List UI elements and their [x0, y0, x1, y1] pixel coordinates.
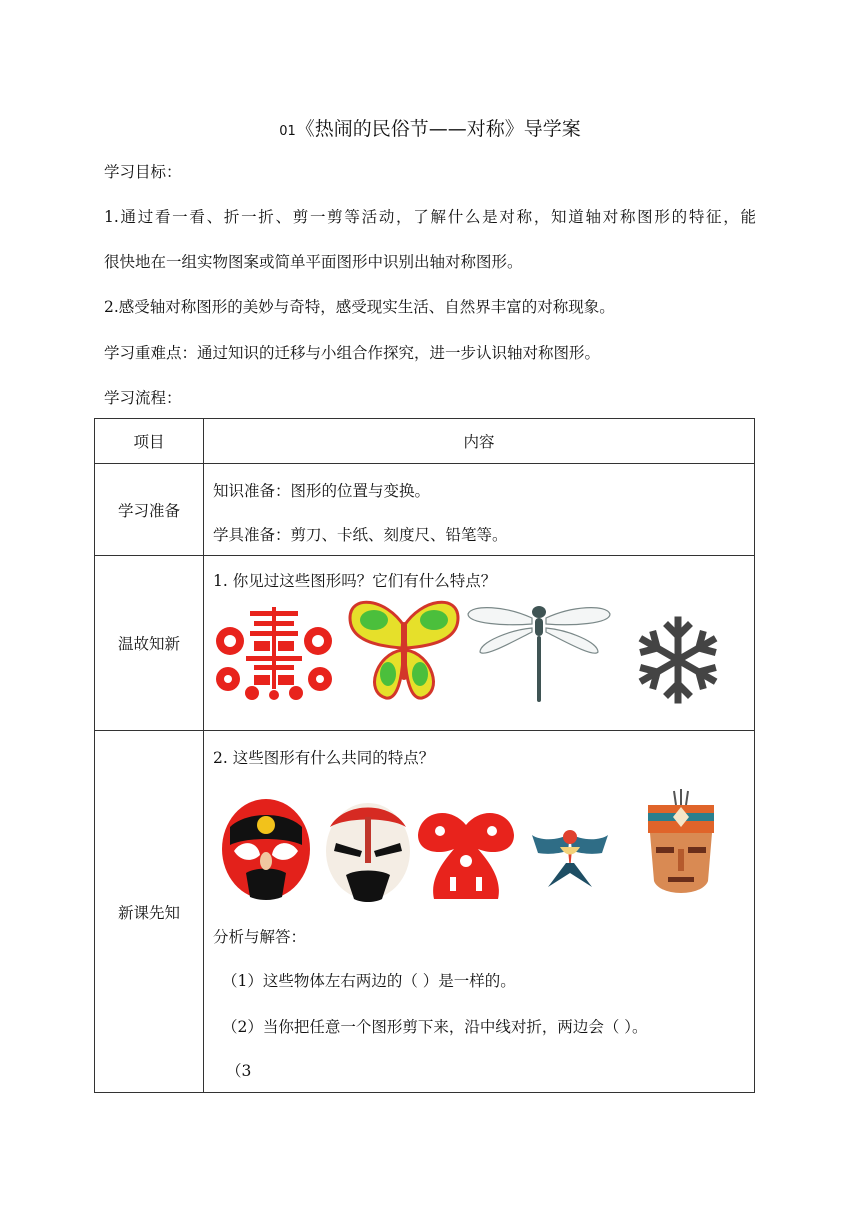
table-row: [95, 464, 755, 556]
row-content-preparation: [204, 464, 755, 556]
table-row: [95, 556, 755, 731]
header-item: 项目: [95, 419, 204, 464]
table-header-row: [95, 419, 755, 464]
answer-3: （3: [226, 1062, 252, 1080]
row-content-review: [204, 556, 755, 731]
opera-mask-red-image: [216, 797, 316, 903]
flow-table: [94, 418, 755, 1093]
goals-heading: 学习目标：: [104, 163, 182, 181]
swallow-kite-image: [530, 823, 610, 889]
goal-1-line-2: 很快地在一组实物图案或简单平面图形中识别出轴对称图形。: [104, 253, 523, 271]
question-2: 2. 这些图形有什么共同的特点？: [213, 749, 435, 767]
answer-1: （1）这些物体左右两边的（ ）是一样的。: [222, 972, 516, 990]
phoenix-papercut-image: [410, 805, 522, 901]
answer-2: （2）当你把任意一个图形剪下来，沿中线对折，两边会（ ）。: [222, 1018, 648, 1036]
page-title: 01《热闹的民俗节——对称》导学案: [279, 118, 581, 140]
row-label-new-lesson: 新课先知: [95, 731, 204, 1093]
table-row: [95, 731, 755, 1093]
butterfly-image: [346, 596, 462, 702]
flow-heading: 学习流程：: [104, 389, 182, 407]
row-content-new-lesson: [204, 731, 755, 1093]
row-label-review: 温故知新: [95, 556, 204, 731]
double-happiness-papercut-image: [212, 601, 336, 701]
key-points: 学习重难点：通过知识的迁移与小组合作探究，进一步认识轴对称图形。: [104, 344, 601, 362]
question-1: 1. 你见过这些图形吗？它们有什么特点？: [213, 572, 497, 590]
analysis-heading: 分析与解答：: [213, 928, 307, 946]
tools-prep: 学具准备：剪刀、卡纸、刻度尺、铅笔等。: [213, 526, 508, 544]
dragonfly-image: [466, 598, 612, 704]
tribal-mask-image: [636, 789, 726, 905]
goal-2: 2.感受轴对称图形的美妙与奇特，感受现实生活、自然界丰富的对称现象。: [104, 298, 615, 316]
opera-mask-white-image: [320, 797, 416, 903]
header-content: 内容: [204, 419, 755, 464]
goal-1-line-1: 1.通过看一看、折一折、剪一剪等活动，了解什么是对称，知道轴对称图形的特征，能: [104, 208, 756, 226]
snowflake-image: [637, 614, 719, 706]
row-label-preparation: 学习准备: [95, 464, 204, 556]
knowledge-prep: 知识准备：图形的位置与变换。: [213, 482, 431, 500]
